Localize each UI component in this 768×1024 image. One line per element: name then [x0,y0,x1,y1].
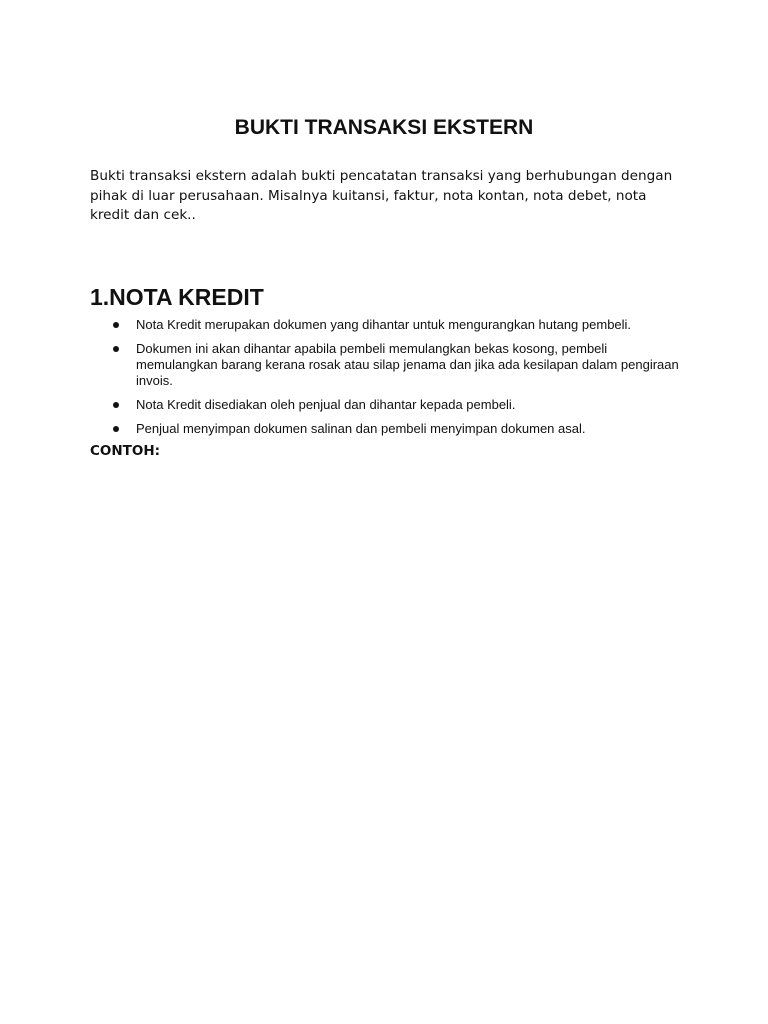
bullet-list [90,317,690,445]
bullet-icon [113,346,119,352]
list-item [90,341,690,389]
list-item [90,397,690,413]
list-item-text: Dokumen ini akan dihantar apabila pembeli memulangkan bekas kosong, pembeli memulangkan barang kerana rosak atau silap jenama dan jika ada kesilapan dalam pengiraan invois. [136,341,679,388]
list-item-text: Penjual menyimpan dokumen salinan dan pembeli menyimpan dokumen asal. [136,421,586,436]
example-label: CONTOH: [90,443,161,459]
bullet-icon [113,402,119,408]
bullet-icon [113,322,119,328]
intro-paragraph: Bukti transaksi ekstern adalah bukti pencatatan transaksi yang berhubungan dengan pihak di luar perusahaan. Misalnya kuitansi, faktur, nota kontan, nota debet, nota kredit dan cek.. [90,168,673,223]
list-item [90,317,690,333]
bullet-icon [113,426,119,432]
list-item-text: Nota Kredit merupakan dokumen yang dihantar untuk mengurangkan hutang pembeli. [136,317,632,332]
list-item [90,421,690,437]
section-heading: 1.NOTA KREDIT [90,284,264,310]
document-title: BUKTI TRANSAKSI EKSTERN [234,116,534,139]
list-item-text: Nota Kredit disediakan oleh penjual dan dihantar kepada pembeli. [136,397,516,412]
